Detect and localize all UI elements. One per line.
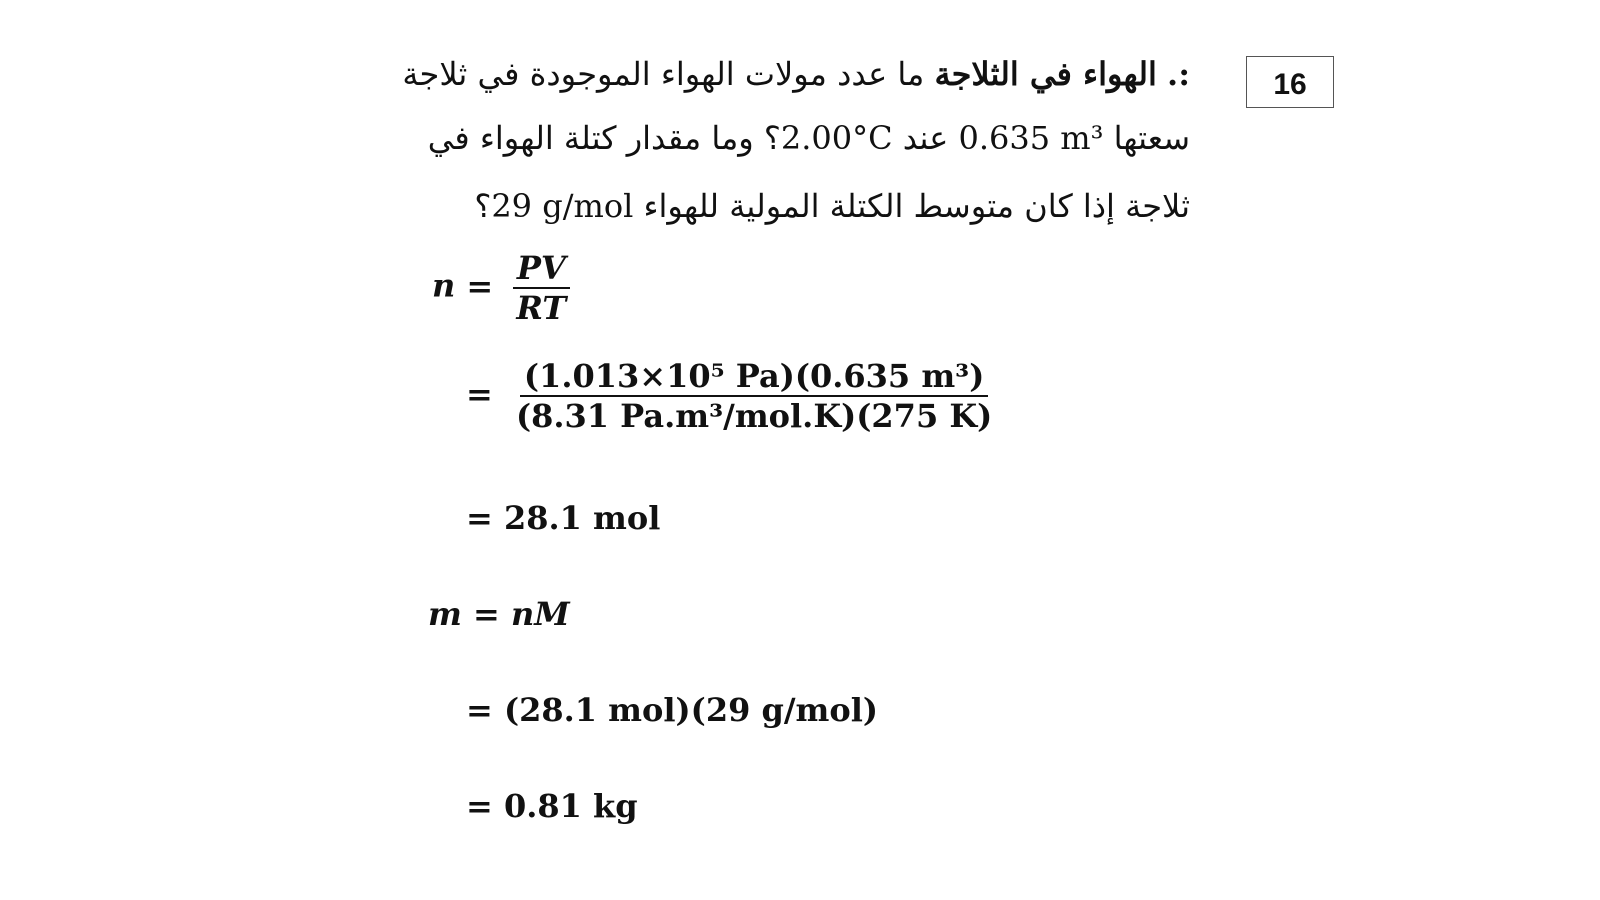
equation-mass-result: = 0.81 kg [466, 787, 638, 825]
question-text-2a: سعتها [1113, 119, 1190, 157]
eq2-numerator: (1.013×10⁵ Pa)(0.635 m³) [520, 360, 988, 397]
eq4-lhs: m [428, 595, 462, 633]
eq2-equals: = [466, 374, 493, 413]
eq1-fraction [512, 249, 570, 327]
question-text-3a: ثلاجة إذا كان متوسط الكتلة المولية للهواء [643, 187, 1190, 225]
equation-substitution [466, 357, 996, 435]
equation-mass-formula [428, 595, 570, 633]
question-temperature: 2.00°C [780, 119, 893, 157]
eq2-fraction [512, 357, 996, 435]
eq1-numerator: PV [513, 252, 570, 289]
equation-moles-result: = 28.1 mol [466, 499, 661, 537]
eq4-rhs: nM [510, 595, 570, 633]
problem-number-box: 16 [1246, 56, 1334, 108]
equation-mass-substitution: = (28.1 mol)(29 g/mol) [466, 691, 879, 729]
question-marker: :. [1167, 55, 1190, 93]
question-line-2 [350, 119, 1190, 157]
eq1-denominator: RT [516, 289, 567, 327]
question-molar-mass: 29 g/mol [491, 187, 634, 225]
question-text-1: ما عدد مولات الهواء الموجودة في ثلاجة [402, 55, 925, 93]
question-line-1 [350, 55, 1190, 93]
question-line-3 [350, 187, 1190, 225]
question-text-3-end: ؟ [474, 187, 492, 225]
question-volume: 0.635 m³ [958, 119, 1104, 157]
equation-ideal-gas [432, 249, 570, 327]
question-topic: الهواء في الثلاجة [934, 55, 1157, 93]
question-text-2b: عند [902, 119, 949, 157]
eq1-equals: = [466, 266, 494, 305]
eq4-equals: = [473, 595, 500, 633]
eq2-denominator: (8.31 Pa.m³/mol.K)(275 K) [515, 397, 993, 435]
eq1-lhs: n [432, 266, 456, 305]
question-text-2c: ؟ وما مقدار كتلة الهواء في [427, 119, 781, 157]
